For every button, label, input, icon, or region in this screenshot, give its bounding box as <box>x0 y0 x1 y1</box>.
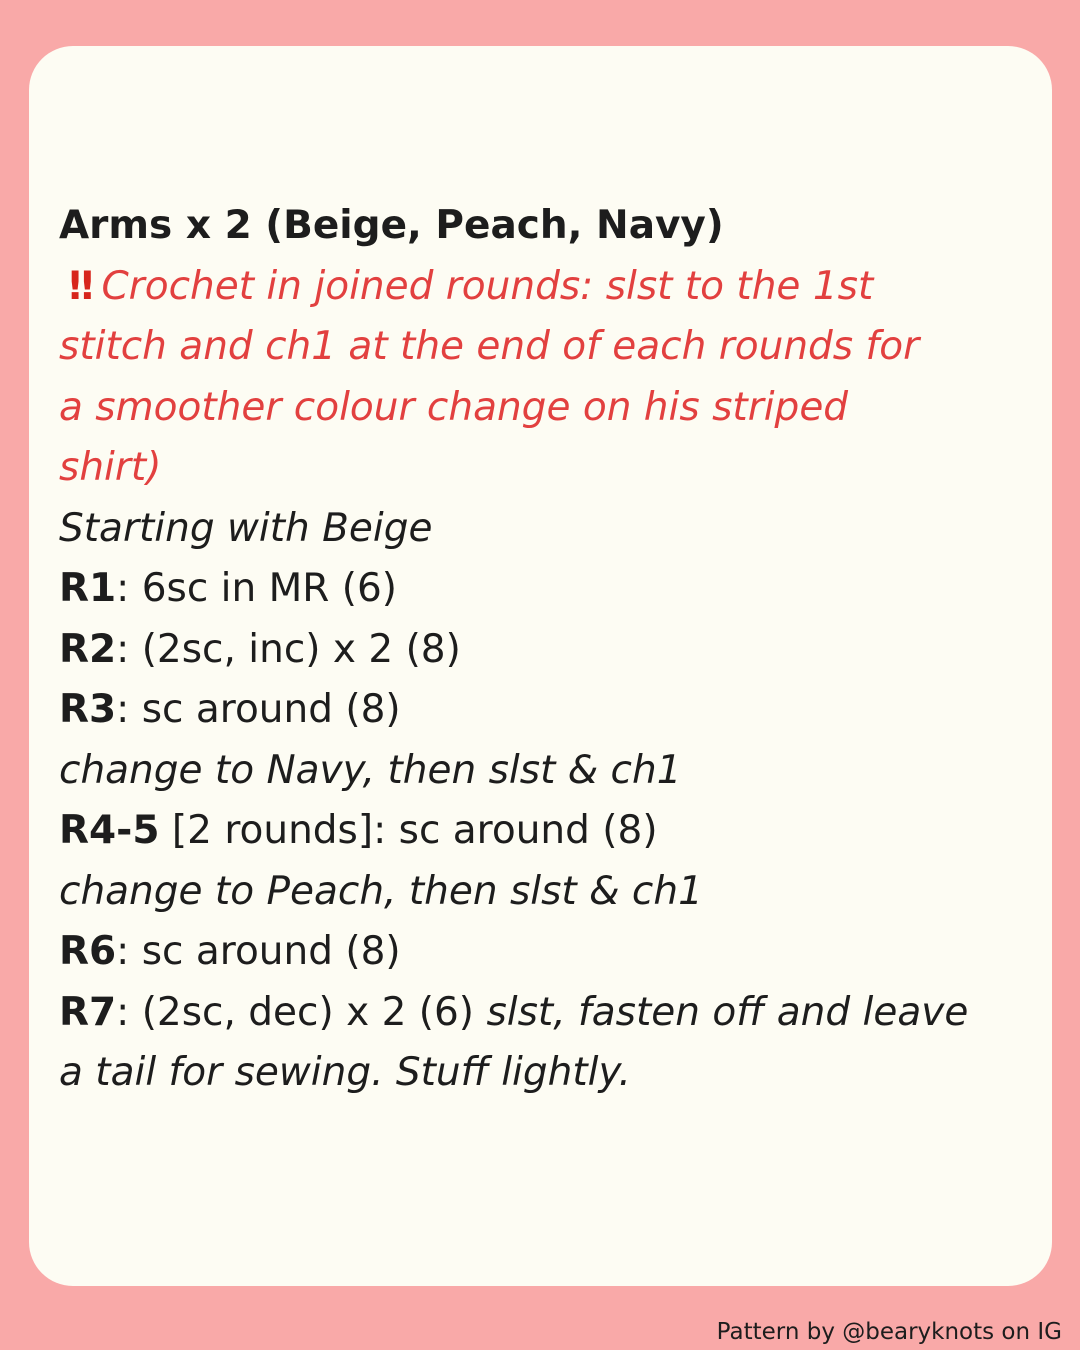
round-7-label: R7 <box>59 989 117 1035</box>
round-2-text: : (2sc, inc) x 2 (8) <box>116 626 461 672</box>
round-2 <box>59 620 1012 681</box>
round-2-label: R2 <box>59 626 117 672</box>
round-3 <box>59 680 1012 741</box>
round-4-5-text: [2 rounds]: sc around (8) <box>159 808 658 853</box>
note-line-4: shirt) <box>59 445 162 490</box>
double-exclamation-icon: ‼ <box>69 263 94 309</box>
round-1-label: R1 <box>59 566 117 611</box>
note-line-1: Crochet in joined rounds: slst to the 1st <box>101 263 874 309</box>
round-3-label: R3 <box>59 687 117 732</box>
pattern-card <box>29 46 1052 1286</box>
change-to-peach: change to Peach, then slst & ch1 <box>59 868 703 914</box>
round-7-continuation: a tail for sewing. Stuff lightly. <box>59 1050 631 1095</box>
note-line-3: a smoother colour change on his striped <box>59 384 849 430</box>
round-7-italic: slst, fasten off and leave <box>486 989 969 1035</box>
round-1 <box>59 559 1012 620</box>
pattern-title: Arms x 2 (Beige, Peach, Navy) <box>59 203 724 248</box>
round-7 <box>59 983 1012 1044</box>
round-6 <box>59 922 1012 983</box>
round-7-text: : (2sc, dec) x 2 (6) <box>116 989 487 1035</box>
round-6-text: : sc around (8) <box>116 929 401 974</box>
round-3-text: : sc around (8) <box>116 687 401 732</box>
start-instruction: Starting with Beige <box>59 505 433 551</box>
round-1-text: : 6sc in MR (6) <box>116 566 398 611</box>
crochet-note <box>59 257 1012 499</box>
note-line-2: stitch and ch1 at the end of each rounds for <box>59 324 920 369</box>
round-6-label: R6 <box>59 929 117 974</box>
round-4-5-label: R4-5 <box>59 808 160 853</box>
round-4-5 <box>59 801 1012 862</box>
pattern-credit: Pattern by @bearyknots on IG <box>716 1319 1062 1345</box>
change-to-navy: change to Navy, then slst & ch1 <box>59 747 682 793</box>
